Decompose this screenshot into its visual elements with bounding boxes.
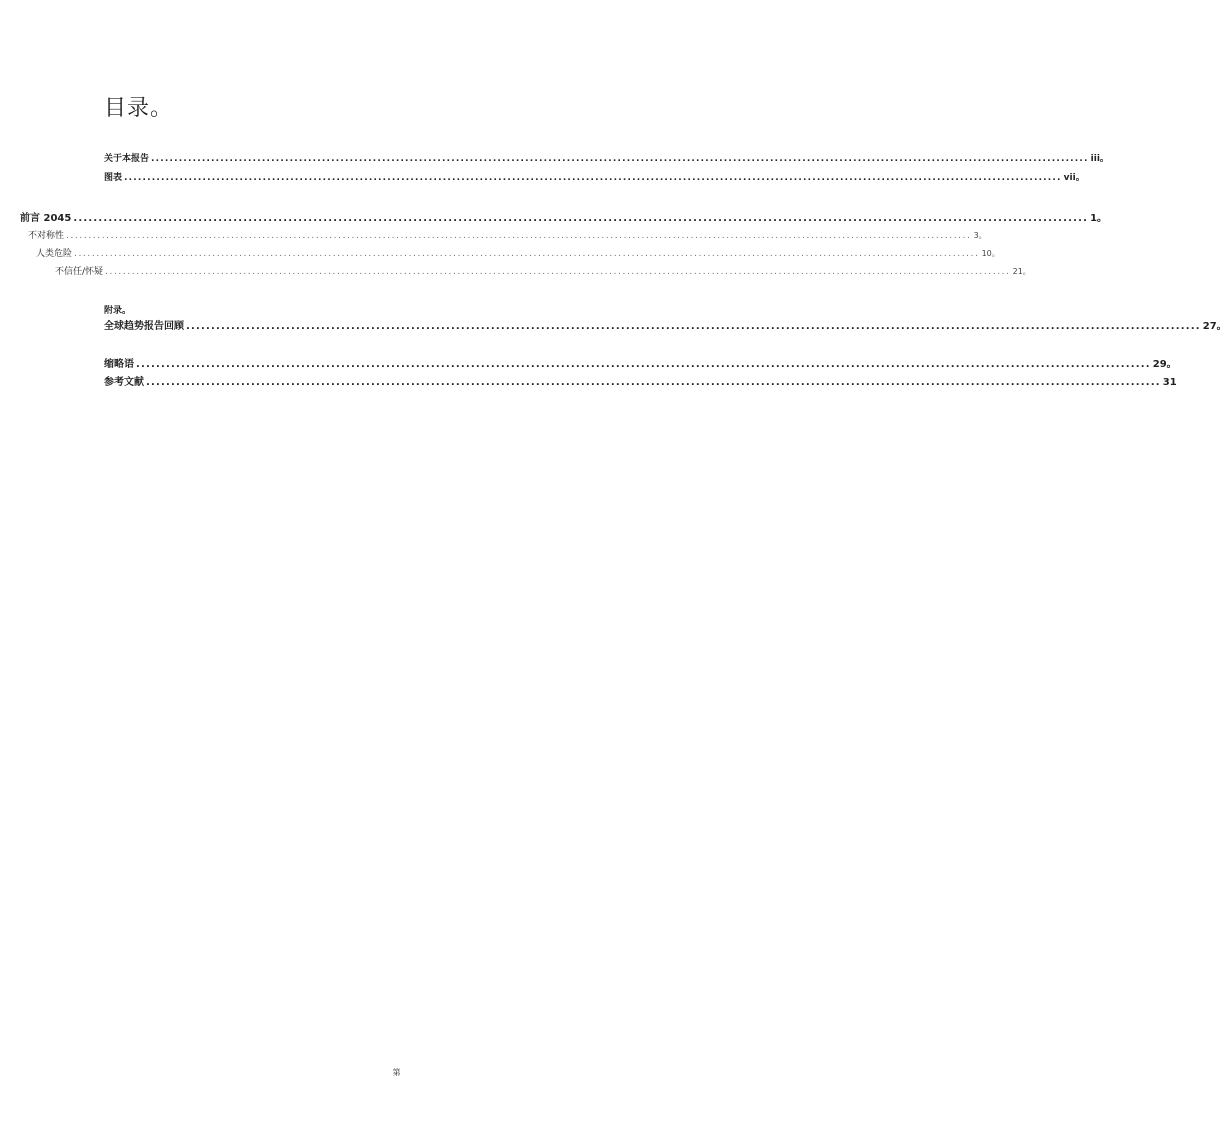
- toc-leader: ...........................................................................................................................................................................................................: [151, 154, 1089, 164]
- page-title: 目录。: [104, 96, 174, 121]
- toc-entry-about-report[interactable]: [104, 151, 1109, 164]
- toc-page-number: 31: [1162, 377, 1177, 388]
- toc-page-number: 21。: [1012, 267, 1031, 276]
- toc-entry-asymmetry[interactable]: [28, 228, 987, 241]
- toc-page-number: iii。: [1090, 154, 1109, 164]
- page-footer: 第: [392, 1068, 401, 1077]
- toc-entry-references[interactable]: [104, 373, 1177, 388]
- toc-leader: ...........................................................................................................................................................................................................: [73, 213, 1089, 224]
- toc-entry-label: 不信任/怀疑: [55, 267, 104, 277]
- toc-entry-preface[interactable]: [20, 209, 1108, 224]
- toc-entry-label: 前言 2045: [20, 213, 72, 224]
- toc-leader: ...........................................................................................................................................................................................................: [66, 231, 972, 241]
- toc-entry-abbreviations[interactable]: [104, 355, 1177, 370]
- toc-leader: ...........................................................................................................................................................................................................: [105, 267, 1011, 277]
- toc-leader: ...........................................................................................................................................................................................................: [124, 173, 1062, 183]
- toc-entry-human-danger[interactable]: [36, 246, 1000, 259]
- toc-entry-label: 人类危险: [36, 249, 73, 259]
- toc-entry-figures[interactable]: [104, 170, 1085, 183]
- toc-entry-label: 关于本报告: [104, 154, 150, 164]
- appendix-heading: 附录。: [104, 306, 132, 316]
- toc-page-number: 27。: [1202, 321, 1227, 332]
- toc-entry-label: 不对称性: [28, 231, 65, 241]
- toc-entry-label: 图表: [104, 173, 123, 183]
- toc-leader: ...........................................................................................................................................................................................................: [74, 249, 980, 259]
- toc-entry-label: 缩略语: [104, 359, 134, 370]
- toc-page-number: 29。: [1152, 359, 1177, 370]
- toc-entry-global-trends-review[interactable]: [104, 317, 1227, 332]
- toc-page-number: 10。: [981, 249, 1000, 258]
- toc-entry-label: 全球趋势报告回顾: [104, 321, 184, 332]
- toc-entry-label: 参考文献: [104, 377, 144, 388]
- toc-page-number: vii。: [1063, 173, 1085, 183]
- toc-leader: ...........................................................................................................................................................................................................: [146, 377, 1161, 388]
- toc-page-number: 1。: [1090, 213, 1108, 224]
- toc-leader: ...........................................................................................................................................................................................................: [136, 359, 1151, 370]
- toc-page-number: 3。: [973, 231, 987, 240]
- toc-leader: ...........................................................................................................................................................................................................: [186, 321, 1201, 332]
- toc-entry-distrust[interactable]: [55, 264, 1031, 277]
